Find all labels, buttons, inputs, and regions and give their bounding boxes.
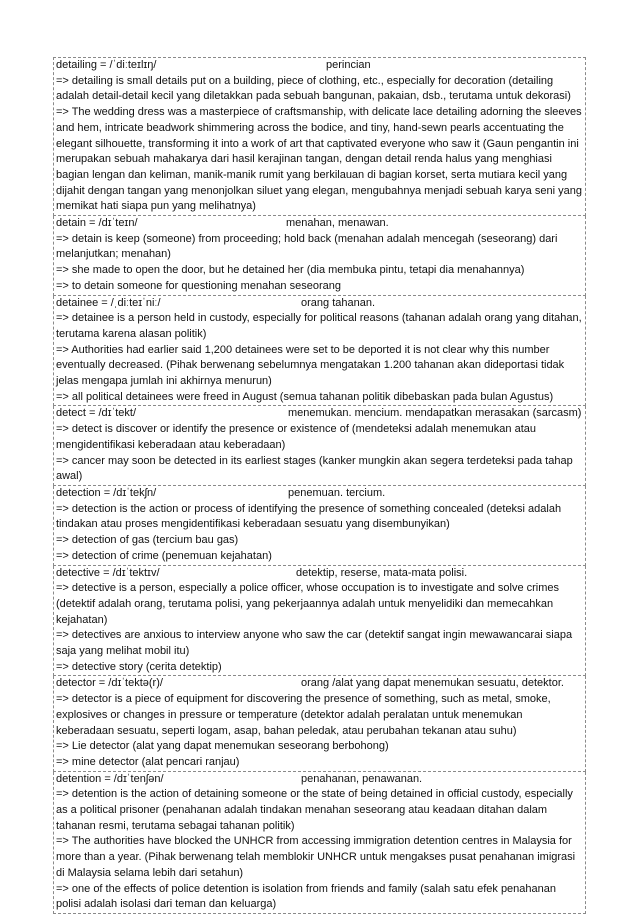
entry-example: => cancer may soon be detected in its earliest stages (kanker mungkin akan segera terdeteksi pada tahap awal) [56,454,573,483]
entry-word: detection = /dɪˈtekʃn/ [56,486,157,499]
entry-definition: => detailing is small details put on a building, piece of clothing, etc., especially for decoration (detailing adalah detail-detail kecil yang diletakkan pada sebuah bangunan, pakaian, dsb., terutama untuk dekorasi) [56,74,571,103]
entry-example: => The wedding dress was a masterpiece of craftsmanship, with delicate lace detailing adorning the sleeves and hem, intricate beadwork shimmering across the bodice, and tiny, hand-sewn pearls accentuating the elegant silhouette, transforming it into a work of art that captivated everyone who saw it (Gaun pengantin ini merupakan sebuah mahakarya dari hasil kerajinan tangan, dengan detail renda halus yang menghiasi bagian lengan dan keliman, manik-manik rumit yang berkilauan di bagian korset, serta mutiara kecil yang dijahit dengan tangan yang menonjolkan siluet yang elegan, mengubahnya menjadi sebuah karya seni yang memikat hati siapa pun yang melihatnya) [56,106,582,213]
entry-definition: => detention is the action of detaining someone or the state of being detained in official custody, especially as a political prisoner (penahanan adalah tindakan menahan seseorang atau keadaan ditahan dalam tahanan resmi, terutama sebagai tahanan politik) [56,788,573,832]
entry-example: => detectives are anxious to interview anyone who saw the car (detektif sangat ingin mewawancarai siapa saja yang melihat mobil itu) [56,629,573,658]
entry-definition: => detection is the action or process of identifying the presence of something concealed (deteksi adalah tindakan atau proses mengidentifikasi keberadaan sesuatu yang disembunyikan) [56,502,562,531]
entry-definition: => detainee is a person held in custody, especially for political reasons (tahanan adalah orang yang ditahan, terutama karena alasan politik) [56,312,582,340]
entry-example: => detective story (cerita detektip) [56,660,222,673]
entry-translation: detektip, reserse, mata-mata polisi. [296,566,468,579]
entry-example: => detection of crime (penemuan kejahatan) [56,549,272,562]
entry-example: => she made to open the door, but he detained her (dia membuka pintu, tetapi dia menahannya) [56,264,525,277]
entry-translation: orang /alat yang dapat menemukan sesuatu, detektor. [301,677,564,690]
entry-translation: penahanan, penawanan. [301,772,423,785]
entry-word: detention = /dɪˈtenʃən/ [56,772,164,785]
entry-example: => The authorities have blocked the UNHCR from accessing immigration detention centres in Malaysia for more than a year. (Pihak berwenang telah memblokir UNHCR untuk mengakses pusat penahanan imigrasi di Malaysia selama lebih dari setahun) [56,835,576,879]
entry-example: => detection of gas (tercium bau gas) [56,534,239,547]
entry-definition: => detect is discover or identify the presence or existence of (mendeteksi adalah menemukan atau mengidentifikasi keberadaan atau keberadaan) [56,423,536,451]
dictionary-document [53,57,586,914]
entry-definition: => detector is a piece of equipment for discovering the presence of something, such as metal, smoke, explosives or changes in pressure or temperature (detektor adalah peralatan untuk menemukan keberadaan sesuatu, seperti logam, asap, bahan peledak, atau perubahan tekanan atau suhu) [56,693,551,737]
dictionary-entry [53,486,586,566]
entry-translation: orang tahanan. [301,296,376,309]
entry-word: detain = /dɪˈteɪn/ [56,217,138,230]
entry-definition: => detain is keep (someone) from proceeding; hold back (menahan adalah mencegah (seseorang) dari melanjutkan; menahan) [56,232,558,261]
entry-example: => to detain someone for questioning menahan seseorang [56,279,341,292]
entry-header [56,58,583,74]
entry-header [56,566,583,582]
dictionary-entry [53,296,586,407]
entry-definition: => detective is a person, especially a police officer, whose occupation is to investigate and solve crimes (detektif adalah orang, terutama polisi, yang pekerjaannya adalah untuk menyelidiki dan memecahkan kejahatan) [56,582,560,626]
dictionary-entry [53,676,586,771]
entry-header [56,676,583,692]
entry-translation: penemuan. tercium. [288,486,386,499]
entry-example: => one of the effects of police detention is isolation from friends and family (salah satu efek penahanan polisi adalah isolasi dari teman dan keluarga) [56,882,557,911]
entry-word: detector = /dɪˈtektə(r)/ [56,677,163,690]
entry-header [56,486,583,502]
entry-translation: menahan, menawan. [286,217,389,230]
dictionary-entry [53,57,586,216]
entry-example: => all political detainees were freed in August (semua tahanan politik dibebaskan pada bulan Agustus) [56,390,554,403]
entry-translation: perincian [326,59,371,71]
entry-header [56,216,583,232]
dictionary-entry [53,566,586,677]
entry-example: => mine detector (alat pencari ranjau) [56,755,240,768]
entry-word: detect = /dɪˈtekt/ [56,407,137,420]
entry-header [56,772,583,788]
entry-translation: menemukan. mencium. mendapatkan merasakan (sarcasm) [288,407,582,420]
entry-example: => Lie detector (alat yang dapat menemukan seseorang berbohong) [56,740,389,753]
entry-word: detailing = /ˈdiːteɪlɪŋ/ [56,59,157,71]
entry-header [56,296,583,312]
entry-example: => Authorities had earlier said 1,200 detainees were set to be deported it is not clear why this number eventually decreased. (Pihak berwenang sebelumnya mengatakan 1.200 tahanan akan dideportasi tidak jelas mengapa jumlah ini akhirnya menurun) [56,343,565,388]
entry-word: detainee = /ˌdiːteɪˈniː/ [56,296,161,309]
dictionary-entry [53,216,586,296]
dictionary-entry [53,406,586,486]
entry-header [56,406,583,422]
entry-word: detective = /dɪˈtektɪv/ [56,566,160,579]
dictionary-entry [53,772,586,914]
